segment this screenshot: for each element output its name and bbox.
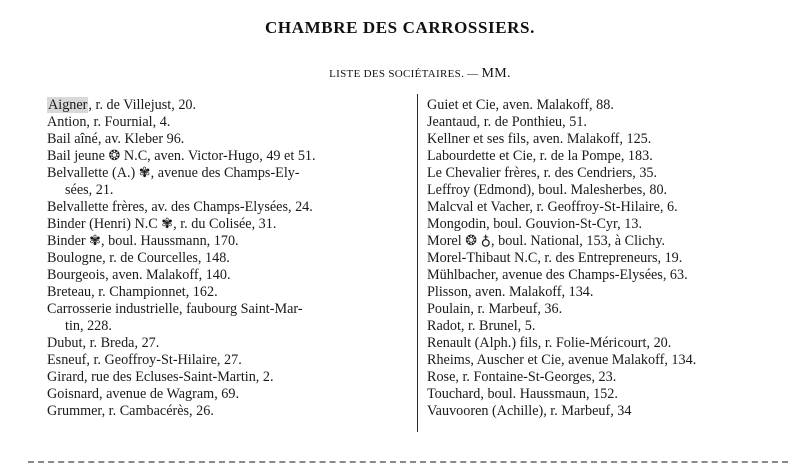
- list-item: Carrosserie industrielle, faubourg Saint-Mar-: [47, 301, 303, 317]
- list-item: Belvallette (A.) ✾, avenue des Champs-Ely-: [47, 165, 300, 181]
- bottom-rule: [28, 461, 788, 463]
- list-subtitle: [0, 66, 800, 82]
- list-item-continuation: tin, 228.: [65, 318, 112, 334]
- list-item: Belvallette frères, av. des Champs-Elysées, 24.: [47, 199, 313, 215]
- list-item: Le Chevalier frères, r. des Cendriers, 35.: [427, 165, 658, 181]
- list-item: Goisnard, avenue de Wagram, 69.: [47, 386, 240, 402]
- list-item: Dubut, r. Breda, 27.: [47, 335, 160, 351]
- list-item: Kellner et ses fils, aven. Malakoff, 125.: [427, 131, 652, 147]
- list-item: Antion, r. Fournial, 4.: [47, 114, 171, 130]
- list-item: Mühlbacher, avenue des Champs-Elysées, 63.: [427, 267, 688, 283]
- members-list-left: [47, 97, 412, 420]
- list-item: [47, 97, 412, 114]
- list-item: Malcval et Vacher, r. Geoffroy-St-Hilaire, 6.: [427, 199, 678, 215]
- list-item: Binder (Henri) N.C ✾, r. du Colisée, 31.: [47, 216, 277, 232]
- list-item: Leffroy (Edmond), boul. Malesherbes, 80.: [427, 182, 668, 198]
- list-item: Plisson, aven. Malakoff, 134.: [427, 284, 594, 300]
- list-item: Mongodin, boul. Gouvion-St-Cyr, 13.: [427, 216, 643, 232]
- list-item-text: , r. de Villejust, 20.: [88, 97, 197, 113]
- list-item: Rose, r. Fontaine-St-Georges, 23.: [427, 369, 617, 385]
- highlighted-name: Aigner: [48, 97, 88, 113]
- list-item: Labourdette et Cie, r. de la Pompe, 183.: [427, 148, 653, 164]
- list-item: Esneuf, r. Geoffroy-St-Hilaire, 27.: [47, 352, 242, 368]
- list-item: Morel ❂ ♁, boul. National, 153, à Clichy.: [427, 233, 666, 249]
- list-item: Radot, r. Brunel, 5.: [427, 318, 536, 334]
- list-item: Girard, rue des Ecluses-Saint-Martin, 2.: [47, 369, 274, 385]
- column-divider: [417, 94, 418, 432]
- subtitle-mm: MM.: [481, 66, 511, 81]
- page-title: CHAMBRE DES CARROSSIERS.: [265, 18, 535, 37]
- list-item: Breteau, r. Championnet, 162.: [47, 284, 218, 300]
- list-item-continuation: sées, 21.: [65, 182, 114, 198]
- list-item: Bail jeune ❂ N.C, aven. Victor-Hugo, 49 et 51.: [47, 148, 316, 164]
- list-item: Rheims, Auscher et Cie, avenue Malakoff, 134.: [427, 352, 697, 368]
- list-item: Grummer, r. Cambacérès, 26.: [47, 403, 214, 419]
- list-item: Guiet et Cie, aven. Malakoff, 88.: [427, 97, 614, 113]
- list-item: Touchard, boul. Haussmaun, 152.: [427, 386, 618, 402]
- list-item: Morel-Thibaut N.C, r. des Entrepreneurs, 19.: [427, 250, 683, 266]
- list-item: Poulain, r. Marbeuf, 36.: [427, 301, 563, 317]
- members-list-right: [427, 97, 797, 420]
- list-item: Renault (Alph.) fils, r. Folie-Méricourt, 20.: [427, 335, 672, 351]
- list-item: Vauvooren (Achille), r. Marbeuf, 34: [427, 403, 632, 419]
- list-item: Bourgeois, aven. Malakoff, 140.: [47, 267, 231, 283]
- list-item: Boulogne, r. de Courcelles, 148.: [47, 250, 230, 266]
- list-item: Jeantaud, r. de Ponthieu, 51.: [427, 114, 587, 130]
- subtitle-text: LISTE DES SOCIÉTAIRES. —: [329, 68, 482, 80]
- list-item: Bail aîné, av. Kleber 96.: [47, 131, 185, 147]
- list-item: Binder ✾, boul. Haussmann, 170.: [47, 233, 239, 249]
